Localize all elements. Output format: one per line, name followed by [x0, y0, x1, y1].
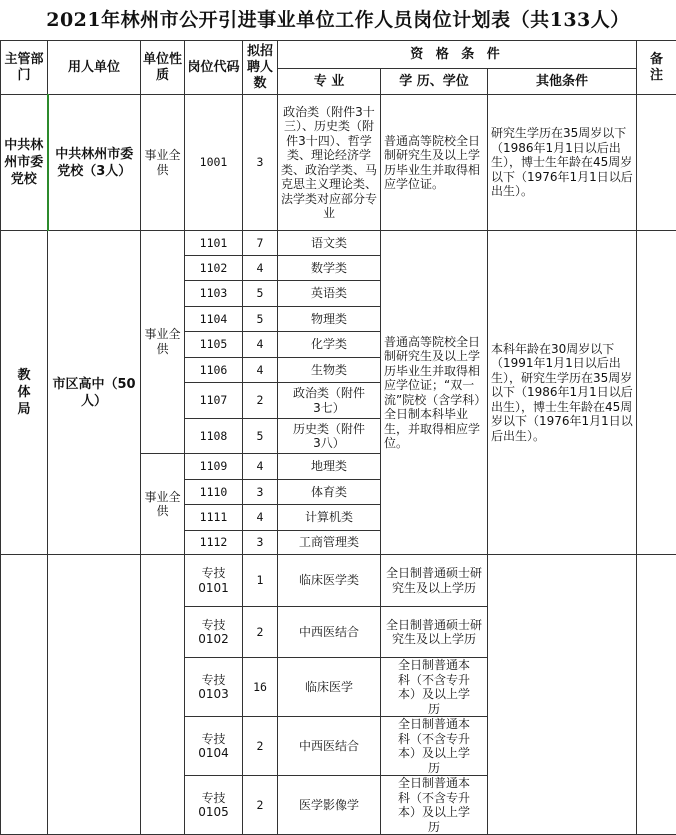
other-high-school: 本科年龄在30周岁以下（1991年1月1日以后出生），研究生学历在35周岁以下（1986年1月1日以后出生），博士生年龄在45周岁以下（1976年1月1日以后出生）。 [488, 231, 637, 555]
nature-medical [141, 555, 185, 835]
dept-medical [1, 555, 48, 835]
count-1112: 3 [243, 531, 278, 555]
edu-medical-0102: 全日制普通硕士研究生及以上学历 [381, 607, 488, 658]
count-1109: 4 [243, 454, 278, 480]
edu-medical-0105: 全日制普通本科（不含专升本）及以上学历 [381, 776, 488, 835]
header-education: 学 历、学位 [381, 69, 488, 95]
edu-1001: 普通高等院校全日制研究生及以上学历毕业生并取得相应学位证。 [381, 95, 488, 231]
code-1106: 1106 [185, 358, 243, 383]
count-1106: 4 [243, 358, 278, 383]
count-medical-0105: 2 [243, 776, 278, 835]
code-1103: 1103 [185, 281, 243, 307]
code-1108: 1108 [185, 419, 243, 454]
unit-city-high-school: 市区高中（50人） [48, 231, 141, 555]
major-1109: 地理类 [278, 454, 381, 480]
header-major: 专 业 [278, 69, 381, 95]
nature-group-a: 事业全供 [141, 231, 185, 454]
dept-education-bureau: 教体局 [1, 231, 48, 555]
major-1106: 生物类 [278, 358, 381, 383]
count-1108: 5 [243, 419, 278, 454]
edu-medical-0103: 全日制普通本科（不含专升本）及以上学历 [381, 658, 488, 717]
code-1110: 1110 [185, 480, 243, 505]
code-1105: 1105 [185, 332, 243, 358]
note-medical [637, 555, 676, 835]
count-1105: 4 [243, 332, 278, 358]
major-1110: 体育类 [278, 480, 381, 505]
other-1001: 研究生学历在35周岁以下（1986年1月1日以后出生），博士生年龄在45周岁以下（1976年1月1日以后出生）。 [488, 95, 637, 231]
count-1102: 4 [243, 256, 278, 281]
code-1109: 1109 [185, 454, 243, 480]
major-1001: 政治类（附件3十三）、历史类（附件3十四）、哲学类、理论经济学类、政治学类、马克思主义理论类、法学类对应部分专业 [278, 95, 381, 231]
major-medical-0101: 临床医学类 [278, 555, 381, 607]
major-1103: 英语类 [278, 281, 381, 307]
code-1102: 1102 [185, 256, 243, 281]
count-medical-0102: 2 [243, 607, 278, 658]
code-1104: 1104 [185, 307, 243, 332]
header-qualifications: 资 格 条 件 [278, 41, 637, 69]
count-medical-0101: 1 [243, 555, 278, 607]
code-1107: 1107 [185, 383, 243, 419]
major-medical-0102: 中西医结合 [278, 607, 381, 658]
edu-medical-0101: 全日制普通硕士研究生及以上学历 [381, 555, 488, 607]
code-1001: 1001 [185, 95, 243, 231]
header-nature: 单位性质 [141, 41, 185, 95]
unit-party-school: 中共林州市委党校（3人） [48, 95, 141, 231]
header-unit: 用人单位 [48, 41, 141, 95]
unit-medical [48, 555, 141, 835]
major-medical-0103: 临床医学 [278, 658, 381, 717]
count-1110: 3 [243, 480, 278, 505]
major-medical-0105: 医学影像学 [278, 776, 381, 835]
header-note: 备注 [637, 41, 676, 95]
count-1103: 5 [243, 281, 278, 307]
dept-party-school: 中共林州市委党校 [1, 95, 48, 231]
major-1107: 政治类（附件3七） [278, 383, 381, 419]
nature-group-b: 事业全供 [141, 454, 185, 555]
note-1001 [637, 95, 676, 231]
recruitment-table [0, 40, 676, 835]
header-count: 拟招聘人数 [243, 41, 278, 95]
nature-party-school: 事业全供 [141, 95, 185, 231]
major-1108: 历史类（附件3八） [278, 419, 381, 454]
major-1111: 计算机类 [278, 505, 381, 531]
count-medical-0103: 16 [243, 658, 278, 717]
major-1104: 物理类 [278, 307, 381, 332]
code-medical-0104: 专技0104 [185, 717, 243, 776]
count-1111: 4 [243, 505, 278, 531]
count-1101: 7 [243, 231, 278, 256]
note-high-school [637, 231, 676, 555]
page-title: 2021年林州市公开引进事业单位工作人员岗位计划表（共133人） [0, 0, 676, 40]
major-1112: 工商管理类 [278, 531, 381, 555]
major-1105: 化学类 [278, 332, 381, 358]
header-other: 其他条件 [488, 69, 637, 95]
header-code: 岗位代码 [185, 41, 243, 95]
code-1112: 1112 [185, 531, 243, 555]
header-dept: 主管部门 [1, 41, 48, 95]
code-medical-0102: 专技0102 [185, 607, 243, 658]
major-medical-0104: 中西医结合 [278, 717, 381, 776]
code-1111: 1111 [185, 505, 243, 531]
edu-medical-0104: 全日制普通本科（不含专升本）及以上学历 [381, 717, 488, 776]
count-1104: 5 [243, 307, 278, 332]
count-medical-0104: 2 [243, 717, 278, 776]
count-1107: 2 [243, 383, 278, 419]
count-1001: 3 [243, 95, 278, 231]
major-1101: 语文类 [278, 231, 381, 256]
edu-high-school: 普通高等院校全日制研究生及以上学历毕业生并取得相应学位证；“双一流”院校（含学科）全日制本科毕业生，并取得相应学位。 [381, 231, 488, 555]
code-medical-0101: 专技0101 [185, 555, 243, 607]
major-1102: 数学类 [278, 256, 381, 281]
code-1101: 1101 [185, 231, 243, 256]
other-medical [488, 555, 637, 835]
code-medical-0105: 专技0105 [185, 776, 243, 835]
code-medical-0103: 专技0103 [185, 658, 243, 717]
